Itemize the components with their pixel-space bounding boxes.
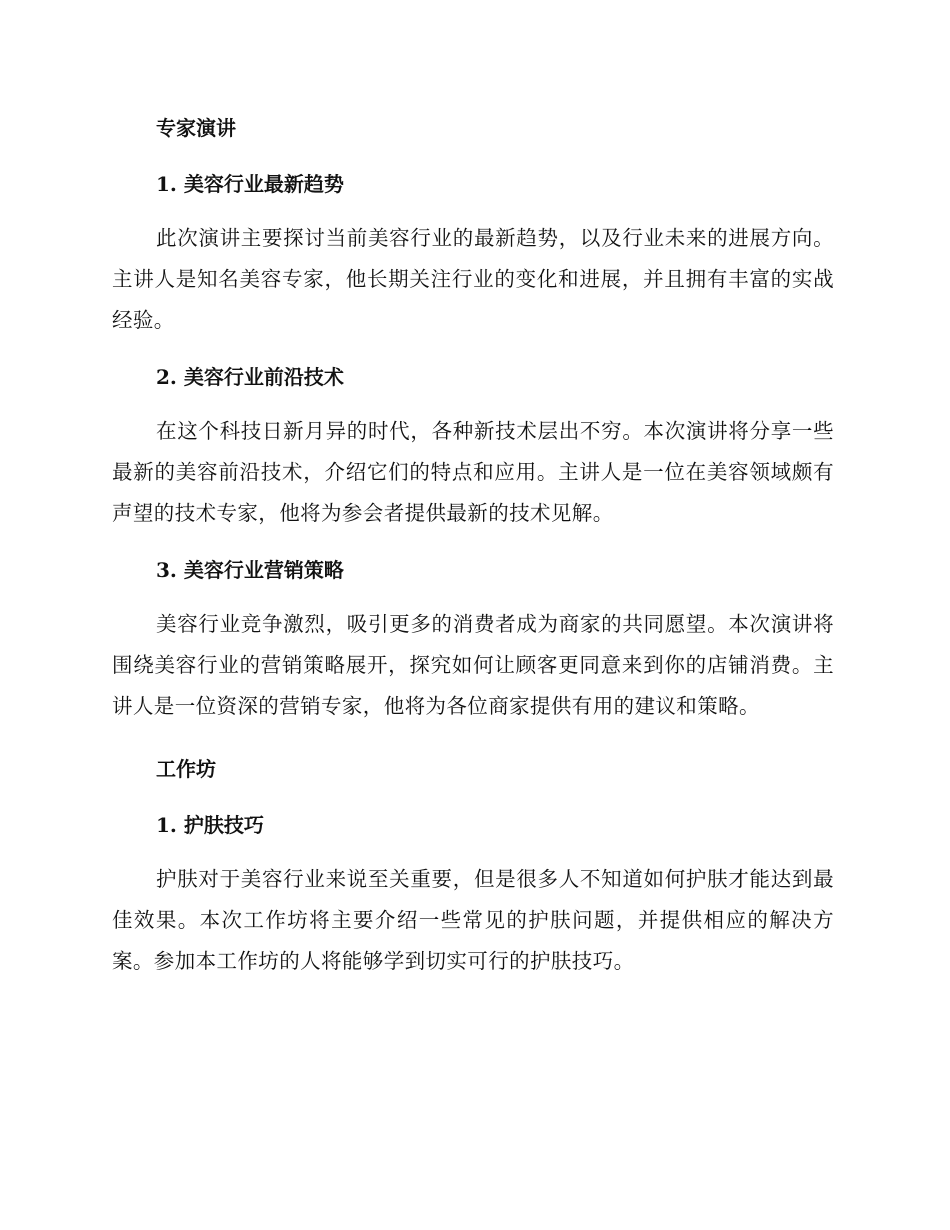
talk-body-trends: 此次演讲主要探讨当前美容行业的最新趋势，以及行业未来的进展方向。主讲人是知名美容专家，他长期关注行业的变化和进展，并且拥有丰富的实战经验。 xyxy=(112,226,834,332)
workshop-body-skincare: 护肤对于美容行业来说至关重要，但是很多人不知道如何护肤才能达到最佳效果。本次工作坊将主要介绍一些常见的护肤问题，并提供相应的解决方案。参加本工作坊的人将能够学到切实可行的护肤技巧。 xyxy=(112,867,834,973)
workshop-heading-skincare: 1. 护肤技巧 xyxy=(156,813,264,837)
section-title-expert-talks: 专家演讲 xyxy=(156,116,236,140)
talk-body-marketing: 美容行业竞争激烈，吸引更多的消费者成为商家的共同愿望。本次演讲将围绕美容行业的营销策略展开，探究如何让顾客更同意来到你的店铺消费。主讲人是一位资深的营销专家，他将为各位商家提供有用的建议和策略。 xyxy=(112,612,834,718)
document-body xyxy=(112,108,834,998)
talk-heading-technology: 2. 美容行业前沿技术 xyxy=(156,365,344,389)
section-title-workshops: 工作坊 xyxy=(156,757,216,781)
talk-body-technology: 在这个科技日新月异的时代，各种新技术层出不穷。本次演讲将分享一些最新的美容前沿技术，介绍它们的特点和应用。主讲人是一位在美容领域颇有声望的技术专家，他将为参会者提供最新的技术见解。 xyxy=(112,419,834,525)
talk-heading-marketing: 3. 美容行业营销策略 xyxy=(156,558,344,582)
talk-heading-trends: 1. 美容行业最新趋势 xyxy=(156,172,344,196)
